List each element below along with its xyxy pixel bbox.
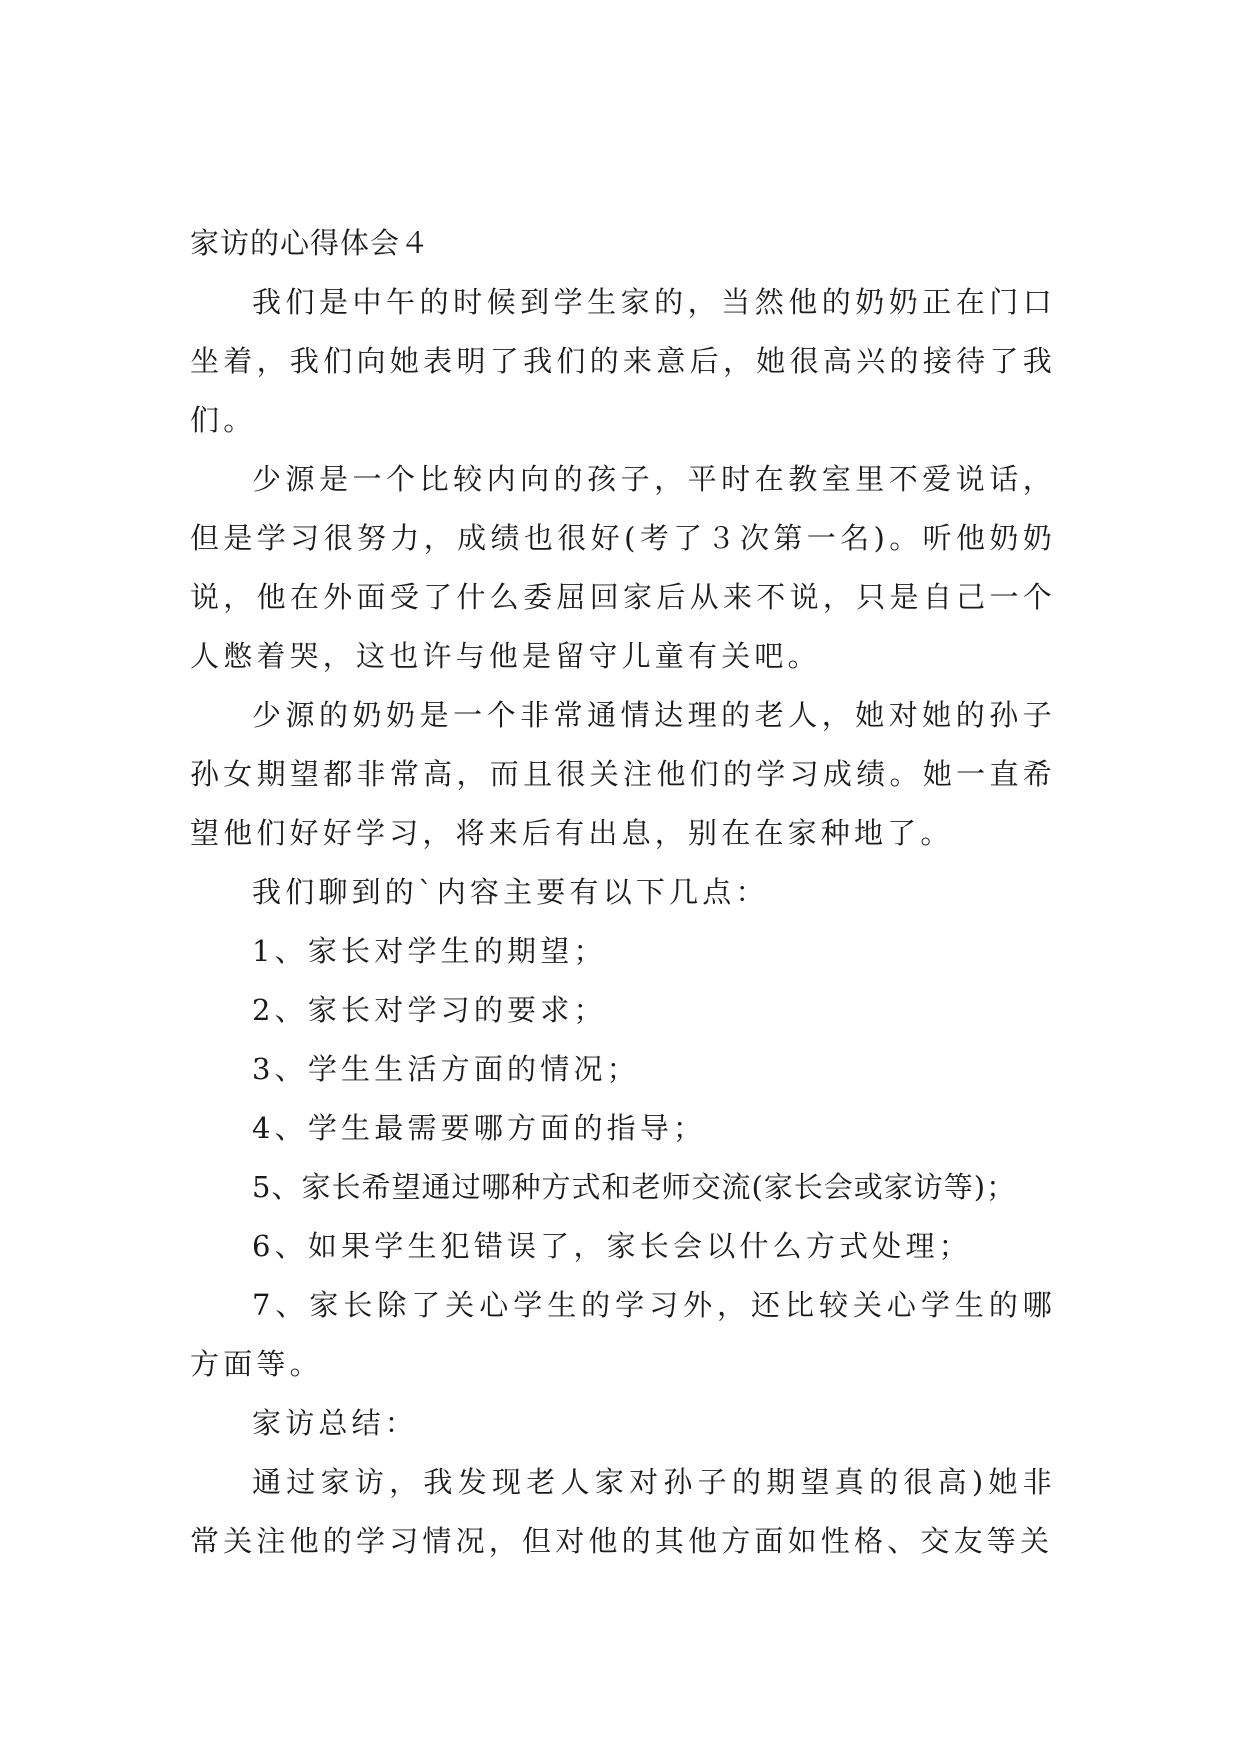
list-item-4: 4、学生最需要哪方面的指导； (252, 1111, 707, 1145)
list-item-5: 5、家长希望通过哪种方式和老师交流(家长会或家访等)； (252, 1170, 1017, 1204)
paragraph-topics-intro: 我们聊到的`内容主要有以下几点： (252, 875, 769, 909)
paragraph-summary: 通过家访，我发现老人家对孙子的期望真的很高)她非常关注他的学习情况，但对他的其他方面如性格、交友等关 (190, 1465, 1056, 1558)
list-item-7: 7、家长除了关心学生的学习外，还比较关心学生的哪方面等。 (190, 1288, 1056, 1381)
paragraph-visit-arrival: 我们是中午的时候到学生家的，当然他的奶奶正在门口坐着，我们向她表明了我们的来意后，她很高兴的接待了我们。 (190, 285, 1056, 437)
list-item-1: 1、家长对学生的期望； (252, 934, 607, 968)
list-item-2: 2、家长对学习的要求； (252, 993, 607, 1027)
list-item-3: 3、学生生活方面的情况； (252, 1052, 640, 1086)
document-title: 家访的心得体会４ (190, 226, 431, 260)
list-item-6: 6、如果学生犯错误了，家长会以什么方式处理； (252, 1229, 972, 1263)
paragraph-student-description: 少源是一个比较内向的孩子，平时在教室里不爱说话，但是学习很努力，成绩也很好(考了３次第一名)。听他奶奶说，他在外面受了什么委屈回家后从来不说，只是自己一个人憋着哭，这也许与他是留守儿童有关吧。 (190, 462, 1056, 673)
summary-heading: 家访总结： (252, 1406, 419, 1440)
document-body (190, 214, 1056, 1571)
paragraph-grandmother: 少源的奶奶是一个非常通情达理的老人，她对她的孙子孙女期望都非常高，而且很关注他们的学习成绩。她一直希望他们好好学习，将来后有出息，别在在家种地了。 (190, 698, 1056, 850)
